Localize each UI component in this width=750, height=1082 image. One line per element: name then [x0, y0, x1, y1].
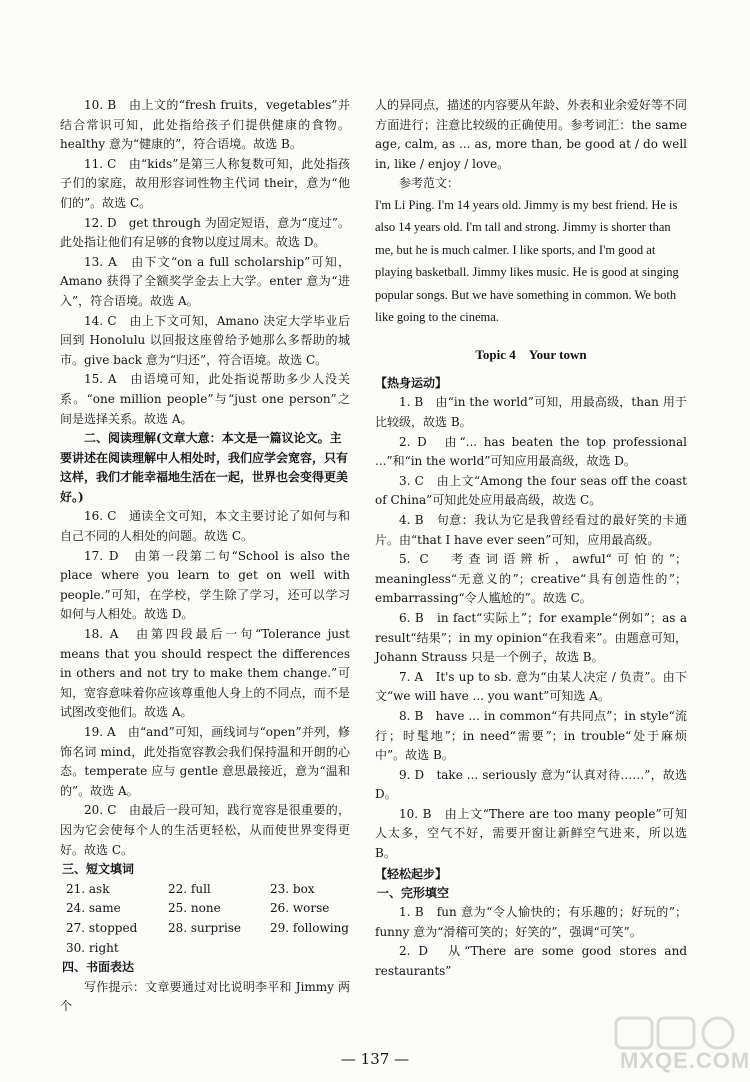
answer-18: 18. A 由第四段最后一句“Tolerance just means that you should respect the differences in others and not try to make them change.”可知，宽容意味着你应该尊重他人身上的不同点，而不是试图改变他们。故选 A。	[60, 627, 350, 720]
warmup-answer-2: 2. D 由“... has beaten the top professional ...”和“in the world”可知应用最高级，故选 D。	[375, 434, 687, 469]
warmup-answer-3: 3. C 由上文“Among the four seas off the coast of China”可知此处应用最高级，故选 C。	[375, 473, 687, 508]
answer-13: 13. A 由下文“on a full scholarship”可知，Amano 获得了全额奖学金去上大学。enter 意为“进入”，符合语境。故选 A。	[60, 254, 350, 308]
warmup-answer-5: 5. C 考查词语辨析，awful“可怕的”；meaningless“无意义的”；creative“具有创造性的”；embarrassing“令人尴尬的”。故选 C。	[375, 552, 687, 606]
writing-tip-continued: 人的异同点，描述的内容要从年龄、外表和业余爱好等不同方面进行；注意比较级的正确使用。参考词汇：the same age, calm, as ... as, more than, be good at / do well in, like / enjoy / love。	[375, 98, 688, 171]
fill-answer-29: 29. following	[270, 920, 349, 935]
answer-19: 19. A 由“and”可知，画线词与“open”并列，修饰名词 mind，此处指宽容教会我们保持温和开朗的心态。temperate 应与 gentle 意思最接近，意为“温和的”。故选 A。	[60, 725, 350, 798]
sample-label: 参考范文：	[399, 176, 460, 191]
topic-title: Topic 4 Your town	[475, 347, 587, 363]
section-fill-title: 三、短文填词	[62, 862, 135, 877]
fill-answer-30: 30. right	[66, 940, 119, 955]
warmup-answer-8: 8. B have ... in common“有共同点”；in style“流行；时髦地”；in need“需要”；in trouble“处于麻烦中”。故选 B。	[375, 708, 687, 763]
fill-answer-21: 21. ask	[66, 881, 110, 896]
fill-answer-23: 23. box	[270, 881, 315, 896]
warmup-answer-7: 7. A It's up to sb. 意为“由某人决定 / 负责”。由下文“we will have ... you want”可知选 A。	[375, 669, 687, 704]
writing-tip-start: 写作提示：文章要通过对比说明李平和 Jimmy 两个	[60, 979, 350, 1014]
answer-20: 20. C 由最后一段可知，践行宽容是很重要的，因为它会使每个人的生活更轻松，从而使世界变得更好。故选 C。	[60, 803, 350, 857]
cloze-answer-1: 1. B fun 意为“令人愉快的；有乐趣的；好玩的”；funny 意为“滑稽可笑的；好笑的”，强调“可笑”。	[375, 905, 687, 939]
watermark-text: MXQE.COM	[620, 1048, 750, 1073]
section-writing-title: 四、书面表达	[62, 960, 135, 975]
fill-answer-24: 24. same	[66, 901, 121, 916]
sample-essay: I'm Li Ping. I'm 14 years old. Jimmy is my best friend. He is also 14 years old. I'm tall and strong. Jimmy is shorter than me, but he is much calmer. I like sports, and I'm good at playing basketball. Jimmy likes music. He is good at singing popular songs. But we have something in common. We both like going to the cinema.	[375, 197, 679, 324]
answer-11: 11. C 由“kids”是第三人称复数可知，此处指孩子们的家庭，故用形容词性物主代词 their，意为“他们的”。故选 C。	[60, 156, 350, 210]
answer-16: 16. C 通读全文可知，本文主要讨论了如何与和自己不同的人相处的问题。故选 C。	[60, 509, 350, 544]
reading-summary: 二、阅读理解(文章大意：本文是一篇议论文。主要讲述在阅读理解中人相处时，我们应学会宽容，只有这样，我们才能幸福地生活在一起，世界也会变得更美好。)	[60, 431, 349, 504]
fill-answer-25: 25. none	[168, 901, 221, 916]
left-column	[60, 96, 350, 1017]
warmup-answer-9: 9. D take ... seriously 意为“认真对待……”，故选 D。	[375, 767, 687, 802]
fill-answers-grid	[60, 880, 350, 958]
fill-answer-28: 28. surprise	[168, 920, 242, 935]
watermark-logo	[612, 1014, 750, 1076]
warmup-answer-1: 1. B 由“in the world”可知，用最高级，than 用于比较级，故选 B。	[375, 395, 687, 429]
answer-15: 15. A 由语境可知，此处指说帮助多少人没关系。“one million people”与“just one person”之间是选择关系。故选 A。	[60, 372, 350, 426]
warmup-answer-10: 10. B 由上文“There are too many people”可知人太多，空气不好，需要开窗让新鲜空气进来，所以选 B。	[375, 806, 687, 861]
answer-14: 14. C 由上下文可知，Amano 决定大学毕业后回到 Honolulu 以回报这座曾给予她那么多帮助的城市。give back 意为“归还”，符合语境。故选 C。	[60, 313, 350, 367]
right-column	[375, 96, 687, 982]
fill-answer-26: 26. worse	[270, 901, 330, 916]
answer-12: 12. D get through 为固定短语，意为“度过”。此处指让他们有足够的食物以度过周末。故选 D。	[60, 215, 350, 250]
easy-start-label: 【轻松起步】	[375, 866, 448, 881]
cloze-answer-2: 2. D 从“There are some good stores and restaurants”	[375, 944, 687, 979]
cloze-title: 一、完形填空	[377, 885, 450, 900]
warmup-label: 【热身运动】	[375, 376, 448, 391]
answer-17: 17. D 由第一段第二句“School is also the place where you learn to get on well with people.”可知，在学校，学生除了学习，还可以学习如何与人相处。故选 D。	[60, 548, 350, 622]
warmup-answer-6: 6. B in fact“实际上”；for example“例如”；as a result“结果”；in my opinion“在我看来”。由题意可知，Johann Strauss 只是一个例子，故选 B。	[375, 610, 687, 665]
page-number: — 137 —	[340, 1050, 410, 1068]
fill-answer-22: 22. full	[168, 881, 211, 896]
fill-answer-27: 27. stopped	[66, 920, 138, 935]
warmup-answer-4: 4. B 句意：我认为它是我曾经看过的最好笑的卡通片。由“that I have ever seen”可知，应用最高级。	[375, 512, 687, 547]
answer-10: 10. B 由上文的“fresh fruits，vegetables”并结合常识可知，此处指给孩子们提供健康的食物。healthy 意为“健康的”，符合语境。故选 B。	[60, 98, 350, 152]
